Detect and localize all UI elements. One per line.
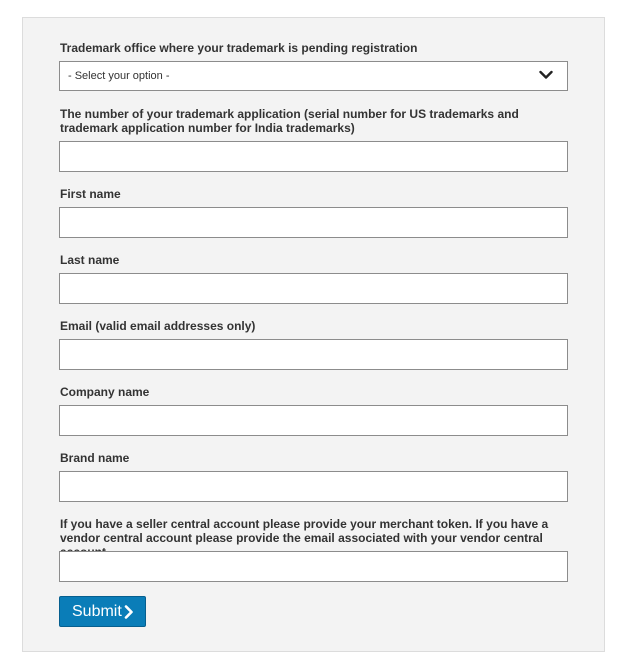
chevron-right-icon [124,605,134,619]
application-number-label: The number of your trademark application (serial number for US trademarks and trademark application number for India trademarks) [60,107,519,135]
chevron-down-icon [539,69,553,81]
submit-button[interactable] [59,596,146,627]
company-name-input[interactable] [59,405,568,436]
brand-name-label: Brand name [60,451,130,465]
email-label: Email (valid email addresses only) [60,319,256,333]
merchant-token-label: If you have a seller central account please provide your merchant token. If you have a vendor central account please provide the email associated with your vendor central [60,517,549,545]
submit-button-label: Submit [72,603,122,620]
first-name-label: First name [60,187,121,201]
email-input[interactable] [59,339,568,370]
company-name-label: Company name [60,385,150,399]
merchant-token-input[interactable] [59,551,568,582]
trademark-office-label: Trademark office where your trademark is pending registration [60,41,418,55]
trademark-office-selected-value: - Select your option - [68,70,170,82]
last-name-input[interactable] [59,273,568,304]
brand-name-input[interactable] [59,471,568,502]
last-name-label: Last name [60,253,120,267]
trademark-office-select[interactable] [59,61,568,91]
first-name-input[interactable] [59,207,568,238]
application-number-input[interactable] [59,141,568,172]
